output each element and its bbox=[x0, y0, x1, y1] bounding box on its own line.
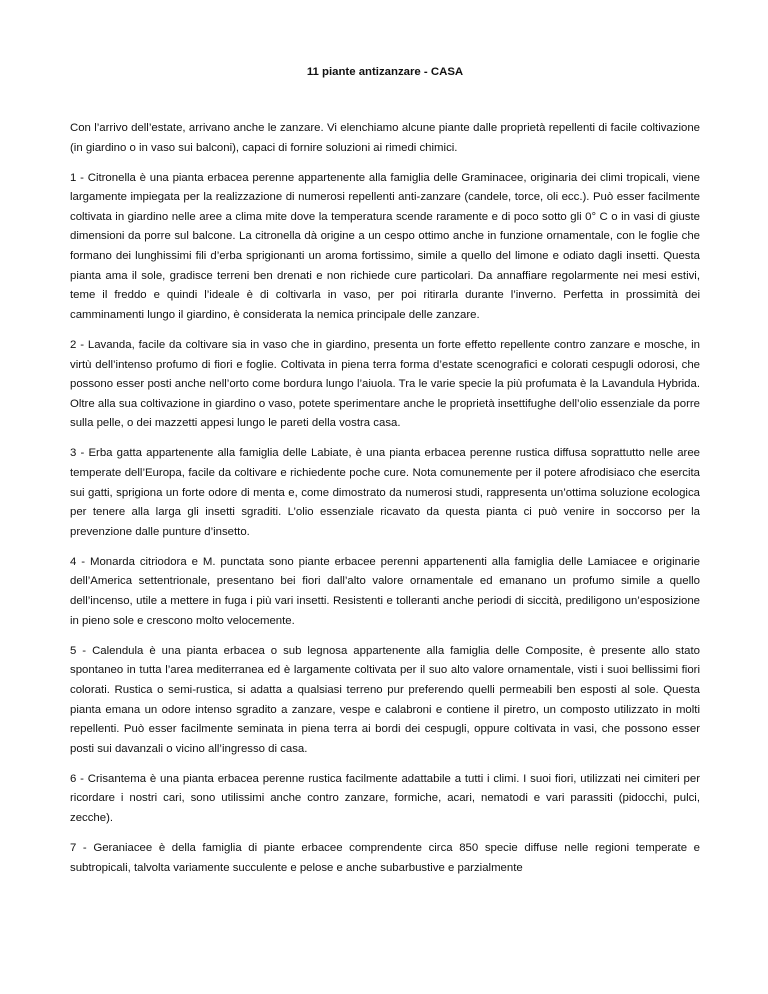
paragraph-erba-gatta: 3 - Erba gatta appartenente alla famiglia delle Labiate, è una pianta erbacea perenne rustica diffusa soprattutto nelle aree temperate dell’Europa, facile da coltivare e richiedente poche cure. Nota comunemente per il potere afrodisiaco che esercita sui gatti, sprigiona un forte odore di menta e, come dimostrato da numerosi studi, rappresenta un’ottima soluzione ecologica per tenere alla larga gli insetti sgraditi. L’olio essenziale ricavato da questa pianta ci può venire in soccorso per la prevenzione dalle punture d’insetto. bbox=[70, 447, 700, 538]
paragraph-monarda: 4 - Monarda citriodora e M. punctata sono piante erbacee perenni appartenenti alla famiglia delle Lamiacee e originarie dell’America settentrionale, presentano bei fiori dall’alto valore ornamentale ed emanano un profumo simile a quello dell’incenso, utile a mettere in fuga i più vari insetti. Resistenti e tolleranti anche periodi di siccità, prediligono un’esposizione in pieno sole e crescono molto velocemente. bbox=[70, 555, 700, 627]
document-body bbox=[70, 119, 700, 878]
paragraph-lavanda: 2 - Lavanda, facile da coltivare sia in vaso che in giardino, presenta un forte effetto repellente contro zanzare e mosche, in virtù dell’intenso profumo di fiori e foglie. Coltivata in piena terra forma d’estate scenografici e colorati cespugli odorosi, che possono esser posti anche nell’orto come bordura lungo l’aiuola. Tra le varie specie la più profumata è la Lavandula Hybrida. Oltre alla sua coltivazione in giardino o vaso, potete sperimentare anche le proprietà insettifughe dell’olio essenziale da porre sulla pelle, o dei mazzetti appesi lungo le pareti della vostra casa. bbox=[70, 338, 700, 430]
paragraph-geraniacee: 7 - Geraniacee è della famiglia di piante erbacee comprendente circa 850 specie diffuse nelle regioni temperate e subtropicali, talvolta variamente succulente e pelose e anche subarbustive e parzialmente bbox=[70, 842, 700, 874]
document-title: 11 piante antizanzare - CASA bbox=[306, 66, 464, 78]
paragraph-citronella: 1 - Citronella è una pianta erbacea perenne appartenente alla famiglia delle Graminacee, originaria dei climi tropicali, viene largamente impiegata per la realizzazione di numerosi repellenti anti-zanzare (candele, torce, oli ecc.). Può esser facilmente coltivata in giardino nelle aree a clima mite dove la temperatura scende raramente e di poco sotto gli 0° C o in vasi di giuste dimensioni da porre sul balcone. La citronella dà origine a un cespo ottimo anche in funzione ornamentale, con le foglie che formano dei lunghissimi fili d’erba sprigionanti un aroma fortissimo, simile a quello del limone e odiato dagli insetti. Questa pianta ama il sole, gradisce terreni ben drenati e non richiede cure particolari. Da annaffiare regolarmente nei mesi estivi, teme il freddo e quindi l’ideale è di coltivarla in vaso, per poi ritirarla durante l’inverno. Perfetta in prossimità dei camminamenti lungo il giardino, è considerata la nemica principale delle zanzare. bbox=[70, 171, 700, 321]
intro-paragraph: Con l’arrivo dell’estate, arrivano anche le zanzare. Vi elenchiamo alcune piante dalle proprietà repellenti di facile coltivazione (in giardino o in vaso sui balconi), capaci di fornire soluzioni ai rimedi chimici. bbox=[70, 122, 700, 154]
paragraph-calendula: 5 - Calendula è una pianta erbacea o sub legnosa appartenente alla famiglia delle Composite, è presente allo stato spontaneo in tutta l’area mediterranea ed è largamente coltivata per il suo alto valore ornamentale, visti i suoi bellissimi fiori colorati. Rustica o semi-rustica, si adatta a qualsiasi terreno pur preferendo quelli permeabili ben esposti al sole. Questa pianta emana un odore intenso sgradito a zanzare, vespe e calabroni e contiene il piretro, un composto utilizzato in molti repellenti. Può esser facilmente seminata in piena terra ai bordi dei cespugli, oppure coltivata in vasi, che possono esser posti sui davanzali o vicino all’ingresso di casa. bbox=[70, 644, 700, 755]
paragraph-crisantema: 6 - Crisantema è una pianta erbacea perenne rustica facilmente adattabile a tutti i climi. I suoi fiori, utilizzati nei cimiteri per ricordare i nostri cari, sono utilissimi anche contro zanzare, formiche, acari, nematodi e vari parassiti (pidocchi, pulci, zecche). bbox=[70, 772, 700, 824]
